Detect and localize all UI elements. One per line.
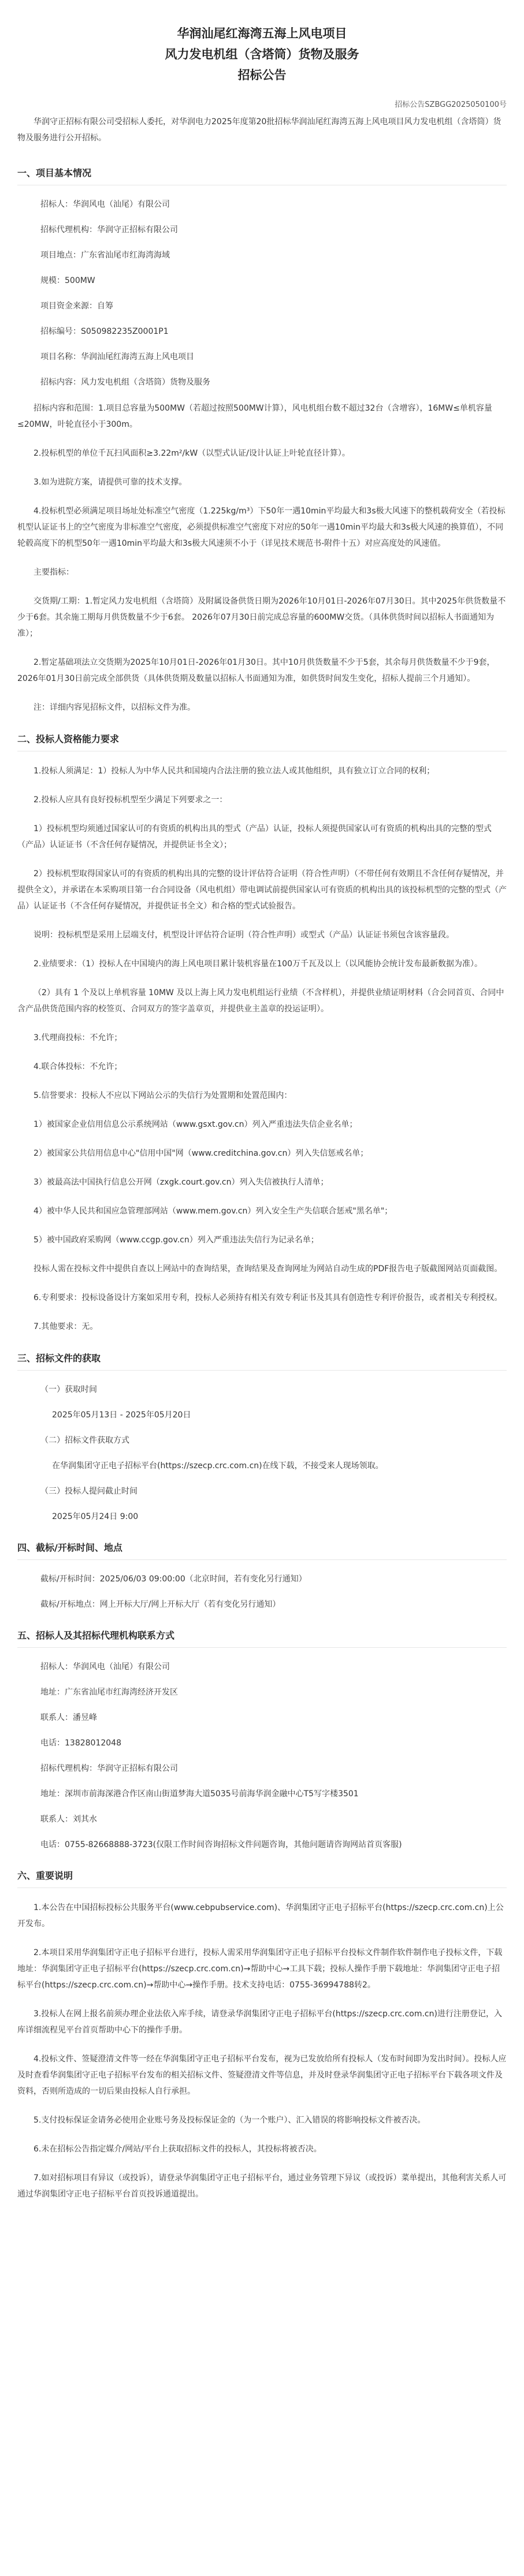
important-note-item: 7.如对招标项目有异议（或投诉），请登录华润集团守正电子招标平台，通过业务管理下异议（或投诉）菜单提出，其他利害关系人可通过华润集团守正电子招标平台首页投诉通道提出。 — [17, 2173, 507, 2199]
contact-agency-person: 联系人：刘其水 — [40, 1815, 97, 1824]
obtain-time-value: 2025年05月13日 - 2025年05月20日 — [52, 1410, 191, 1420]
project-funding: 项目资金来源：自筹 — [40, 301, 113, 311]
qualification-item: 7.其他要求：无。 — [34, 1322, 98, 1331]
bid-opening-time: 截标/开标时间：2025/06/03 09:00:00（北京时间，若有变化另行通知） — [40, 1574, 307, 1584]
qualification-item: 2）投标机型取得国家认可的有资质的机构出具的完整的设计评估符合证明（符合性声明）（不带任何有效期且不含任何存疑情况，并提供全文），并承诺在本采购项目第一台合同设备（风电机组）带电调试前提供国家认可有资质的机构出具的该投标机型的完整的型式（产品）认证证书（不含任何存疑情况，并提供证书全文）和合格的型式试验报告。 — [17, 869, 507, 911]
important-note-item: 4.投标文件、签疑澄清文件等一经在华润集团守正电子招标平台发布，视为已发放给所有投标人（发布时间即为发出时间）。投标人应及时查看华润集团守正电子招标平台发布的相关招标文件、签疑澄清文件等信息，并及时登录华润集团守正电子招标平台下载各项文件及资料，否则所造成的一切后果由投标人自行承担。 — [17, 2054, 507, 2096]
qualification-item: 2）被国家公共信用信息中心"信用中国"网（www.creditchina.gov.cn）列入失信惩戒名单； — [34, 1149, 369, 1158]
qualification-item: 投标人需在投标文件中提供自查以上网站中的查询结果，查询结果及查询网址为网站自动生成的PDF报告电子版截图网站页面截图。 — [34, 1264, 503, 1274]
project-scale: 规模：500MW — [40, 276, 95, 285]
qualification-item: 5.信誉要求：投标人不应以下网站公示的失信行为处置期和处置范围内： — [34, 1091, 292, 1100]
notice-title-line-2: 风力发电机组（含塔筒）货物及服务 — [165, 47, 359, 61]
notice-title-line-1: 华润汕尾红海湾五海上风电项目 — [177, 27, 347, 40]
qualification-item: 1.投标人须满足：1）投标人为中华人民共和国境内合法注册的独立法人或其他组织，具有独立订立合同的权利； — [34, 766, 435, 776]
qualification-item: 6.专利要求：投标设备设计方案如采用专利，投标人必须持有相关有效专利证书及其具有创造性专利评价报告，或者相关专利授权。 — [34, 1293, 503, 1302]
qualification-item: 3）被最高法中国执行信息公开网（zxgk.court.gov.cn）列入失信被执行人清单； — [34, 1178, 329, 1187]
important-note-item: 2.本项目采用华润集团守正电子招标平台进行，投标人需采用华润集团守正电子招标平台投标文件制作软件制作电子投标文件，下载地址：华润集团守正电子招标平台(https://szecp.crc.com.cn)→帮助中心→工具下载；投标人操作手册下载地址：华润集团守正电子招标平台(https://szecp.crc.com.cn)→帮助中心→操作手册。技术支持电话：0755-36994788转2。 — [17, 1948, 503, 1990]
section-2-heading: 二、投标人资格能力要求 — [17, 732, 507, 751]
scope-paragraph-3: 3.如为进院方案，请提供可靠的技术支撑。 — [34, 478, 187, 487]
qualification-item: 5）被中国政府采购网（www.ccgp.gov.cn）列入严重违法失信行为记录名单； — [34, 1235, 319, 1245]
qualification-item: 4.联合体投标：不允许； — [34, 1062, 122, 1071]
bid-opening-location: 截标/开标地点：网上开标大厅/网上开标大厅（若有变化另行通知） — [40, 1600, 281, 1609]
section-4-heading: 四、截标/开标时间、地点 — [17, 1540, 507, 1560]
project-content: 招标内容：风力发电机组（含塔筒）货物及服务 — [40, 378, 210, 387]
contact-agency-phone: 电话：0755-82668888-3723(仅限工作时间咨询招标文件问题咨询，其他问题请咨询网站首页客服) — [40, 1840, 402, 1849]
qualification-item: 2.业绩要求：（1）投标人在中国境内的海上风电项目累计装机容量在100万千瓦及以上（以风能协会统计发布最新数据为准）。 — [34, 959, 482, 969]
important-note-item: 6.未在招标公告指定媒介/网站/平台上获取招标文件的投标人，其投标将被否决。 — [34, 2145, 322, 2154]
project-agency: 招标代理机构：华润守正招标有限公司 — [40, 225, 178, 234]
project-name: 项目名称：华润汕尾红海湾五海上风电项目 — [40, 352, 194, 362]
section-3-heading: 三、招标文件的获取 — [17, 1351, 507, 1371]
qualification-item: 3.代理商投标：不允许； — [34, 1033, 122, 1043]
notice-number: 招标公告SZBGG2025050100号 — [395, 100, 507, 109]
section-6-heading: 六、重要说明 — [17, 1868, 507, 1888]
contact-tenderer-address: 地址：广东省汕尾市红海湾经济开发区 — [40, 1688, 178, 1697]
question-deadline-value: 2025年05月24日 9:00 — [52, 1512, 139, 1521]
scope-paragraph-1: 招标内容和范围：1.项目总容量为500MW（若超过按照500MW计算），风电机组台数不超过32台（含增容），16MW≤单机容量≤20MW，叶轮直径小于300m。 — [17, 404, 492, 429]
contact-agency-address: 地址：深圳市前海深港合作区南山街道梦海大道5035号前海华润金融中心T5写字楼3501 — [40, 1789, 359, 1799]
obtain-method-label: （二）招标文件获取方式 — [40, 1436, 129, 1445]
contact-tenderer-person: 联系人：潘昱峰 — [40, 1713, 97, 1722]
contact-agency: 招标代理机构：华润守正招标有限公司 — [40, 1764, 178, 1773]
delivery-period-paragraph: 交货期/工期：1.暂定风力发电机组（含塔筒）及附属设备供货日期为2026年10月01日-2026年07月30日。其中2025年供货数量不少于6套。其余施工期每月供货数量不少于6套。 2026年07月30日前完成总容量的600MW交货。（具体供货时间以招标人书面通知为准）； — [17, 597, 506, 638]
project-tender-number: 招标编号：S050982235Z0001P1 — [40, 327, 169, 336]
foundation-delivery-paragraph: 2.暂定基础项法立交货期为2025年10月01日-2026年01月30日。其中10月供货数量不少于5套，其余每月供货数量不少于9套，2026年01月30日前完成全部供货（具体供货期及数量以招标人书面通知为准，如供货时间发生变化，招标人提前三个月通知）。 — [17, 658, 495, 683]
qualification-item: 1）被国家企业信用信息公示系统网站（www.gsxt.gov.cn）列入严重违法失信企业名单； — [34, 1120, 358, 1129]
project-tenderer: 招标人：华润风电（汕尾）有限公司 — [40, 200, 170, 209]
important-note-item: 1.本公告在中国招标投标公共服务平台(www.cebpubservice.com)、华润集团守正电子招标平台(https://szecp.crc.com.cn)上公开发布。 — [17, 1903, 504, 1929]
qualification-item: 说明：投标机型是采用上层端支付，机型设计评估符合证明（符合性声明）或型式（产品）认证证书须包含该容量段。 — [34, 930, 454, 940]
contact-tenderer: 招标人：华润风电（汕尾）有限公司 — [40, 1662, 170, 1672]
contact-tenderer-phone: 电话：13828012048 — [40, 1739, 121, 1748]
question-deadline-label: （三）投标人提问截止时间 — [40, 1487, 137, 1496]
section-1-heading: 一、项目基本情况 — [17, 166, 507, 185]
section-1-note: 注：详细内容见招标文件，以招标文件为准。 — [34, 703, 195, 712]
qualification-item: 4）被中华人民共和国应急管理部网站（www.mem.gov.cn）列入安全生产失信联合惩戒"黑名单"； — [34, 1207, 393, 1216]
main-indicators-label: 主要指标： — [34, 568, 74, 577]
qualification-item: 2.投标人应具有良好投标机型至少满足下列要求之一： — [34, 795, 228, 805]
project-location: 项目地点：广东省汕尾市红海湾海域 — [40, 251, 170, 260]
important-note-item: 3.投标人在网上报名前须办理企业法依入库手续，请登录华润集团守正电子招标平台(https://szecp.crc.com.cn)进行注册登记，入库详细流程见平台首页帮助中心下的操作手册。 — [17, 2009, 502, 2035]
scope-paragraph-4: 4.投标机型必须满足项目场址处标准空气密度（1.225kg/m³）下50年一遇10min平均最大和3s极大风速下的整机载荷安全（若投标机型认证证书上的空气密度为非标准空气密度，必须提供标准空气密度下对应的50年一遇10min平均最大和3s极大风速的换算值），不同轮毂高度下的机型50年一遇10min平均最大和3s极大风速须不小于（详见技术规范书-附件十五）对应高度处的风速值。 — [17, 507, 506, 548]
section-5-heading: 五、招标人及其招标代理机构联系方式 — [17, 1628, 507, 1648]
important-note-item: 5.支付投标保证金请务必使用企业账号务及投标保证金的（为一个账户）、汇入错误的将影响投标文件被否决。 — [34, 2116, 426, 2125]
obtain-method-value[interactable]: 在华润集团守正电子招标平台(https://szecp.crc.com.cn)在线下载，不接受来人现场领取。 — [52, 1461, 384, 1471]
notice-title-line-3: 招标公告 — [237, 68, 287, 82]
intro-paragraph: 华润守正招标有限公司受招标人委托，对华润电力2025年度第20批招标华润汕尾红海湾五海上风电项目风力发电机组（含塔筒）货物及服务进行公开招标。 — [17, 117, 501, 143]
qualification-item: （2）具有 1 个及以上单机容量 10MW 及以上海上风力发电机组运行业绩（不含样机），并提供业绩证明材料（合会同首页、合同中含产品供货范围内容的校签页、合同双方的签字盖章页，并提供业主盖章的投运证明）。 — [17, 988, 504, 1014]
obtain-time-label: （一）获取时间 — [40, 1385, 97, 1394]
scope-paragraph-2: 2.投标机型的单位千瓦扫风面积≥3.22m²/kW（以型式认证/设计认证上叶轮直径计算）。 — [34, 449, 350, 458]
qualification-item: 1）投标机型均须通过国家认可的有资质的机构出具的型式（产品）认证，投标人须提供国家认可有资质的机构出具的完整的型式（产品）认证证书（不含任何存疑情况，并提供证书全文）； — [17, 824, 492, 850]
